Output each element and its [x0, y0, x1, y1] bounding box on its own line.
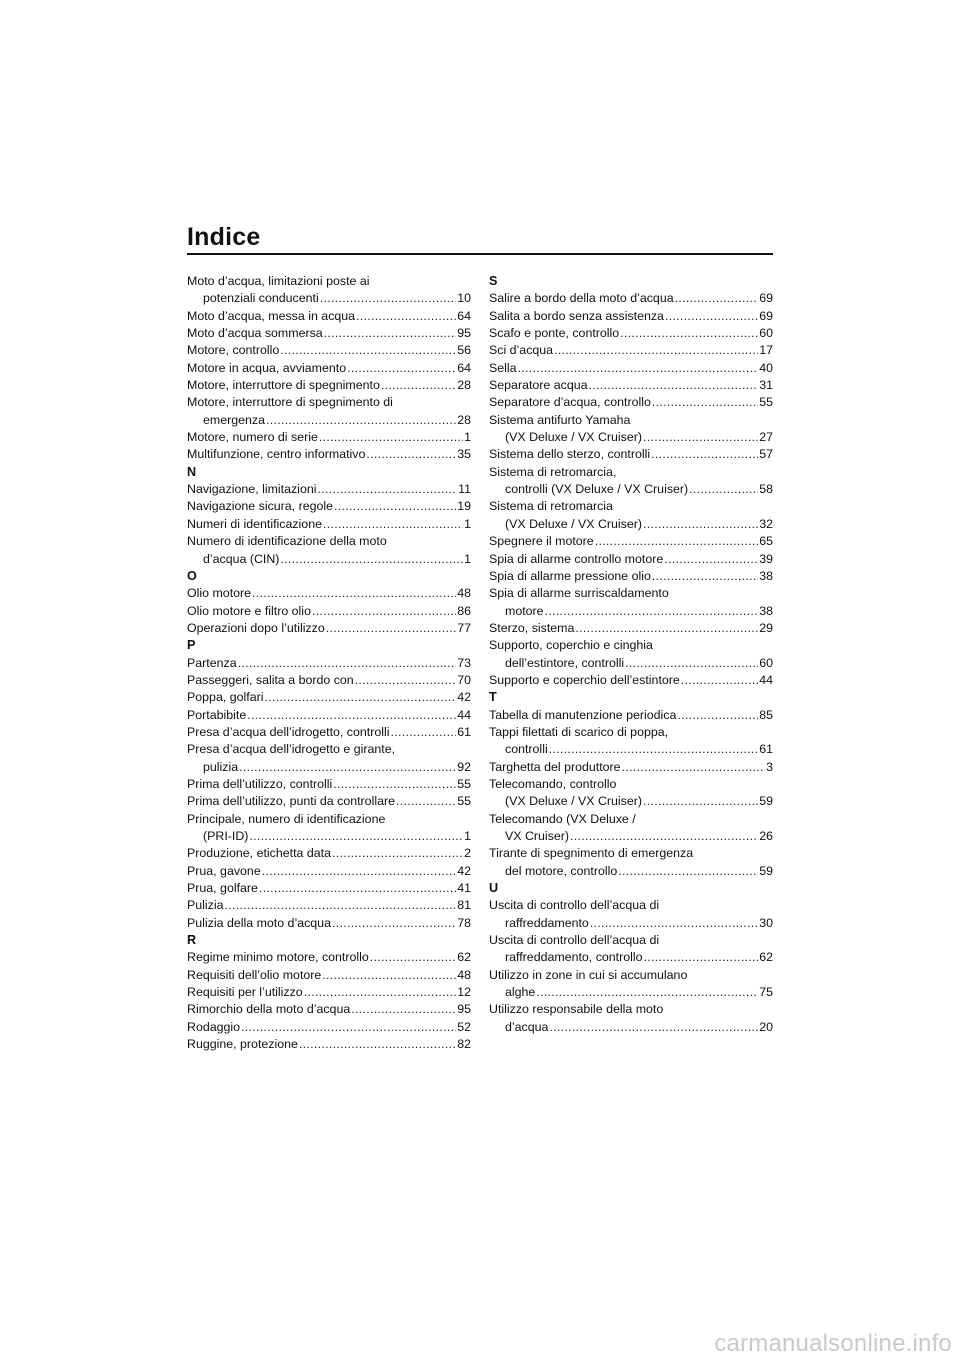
index-entry-text: Portabibite	[187, 707, 247, 722]
page-number: 44	[457, 707, 471, 722]
index-entry-text: Tappi filettati di scarico di poppa,	[489, 724, 669, 739]
index-entry-text: (PRI-ID)	[203, 829, 249, 843]
index-entry-text: Supporto, coperchio e cinghia	[489, 638, 653, 653]
page-number: 56	[457, 343, 471, 358]
page-number: 2	[464, 846, 471, 861]
index-entry	[489, 377, 773, 394]
dot-leader	[322, 967, 456, 984]
index-entry-text: del motore, controllo	[505, 863, 618, 878]
index-entry-text: alghe	[505, 985, 536, 1000]
index-entry	[187, 516, 471, 533]
dot-leader	[643, 429, 758, 446]
page-number: 17	[759, 343, 773, 358]
index-entry-text: Operazioni dopo l’utilizzo	[187, 620, 325, 635]
dot-leader	[664, 551, 758, 568]
dot-leader	[643, 516, 758, 533]
index-entry	[489, 568, 773, 585]
index-entry	[489, 290, 773, 307]
dot-leader	[590, 915, 758, 932]
dot-leader	[652, 568, 758, 585]
dot-leader	[280, 342, 456, 359]
dot-leader	[320, 290, 456, 307]
index-entry-text: Requisiti per l’utilizzo	[187, 985, 303, 1000]
index-entry-text: Presa d’acqua dell’idrogetto, controlli	[187, 724, 390, 739]
dot-leader	[549, 1019, 758, 1036]
index-entry-text: Motore, interruttore di spegnimento	[187, 378, 380, 393]
dot-leader	[575, 620, 758, 637]
index-entry-text: Separatore d’acqua, controllo	[489, 395, 651, 410]
index-entry-text: Produzione, etichetta data	[187, 846, 331, 861]
index-entry-text: Regime minimo motore, controllo	[187, 950, 369, 965]
index-entry	[489, 707, 773, 724]
page-number: 10	[457, 291, 471, 306]
page-number: 64	[457, 360, 471, 375]
index-entry	[489, 412, 773, 447]
dot-leader	[665, 308, 758, 325]
section-letter: S	[489, 274, 498, 288]
page-number: 70	[457, 672, 471, 687]
index-entry-text: (VX Deluxe / VX Cruiser)	[505, 516, 643, 531]
index-entry	[187, 845, 471, 862]
page-number: 78	[457, 915, 471, 930]
index-entry-text: Poppa, golfari	[187, 690, 264, 705]
index-entry	[187, 1019, 471, 1036]
index-entry-text: Prima dell’utilizzo, controlli	[187, 776, 333, 791]
index-entry-text: Prima dell’utilizzo, punti da controllare	[187, 794, 395, 809]
dot-leader	[689, 481, 758, 498]
index-entry-text: dell’estintore, controlli	[505, 655, 625, 670]
page-number: 82	[457, 1037, 471, 1052]
dot-leader	[644, 949, 759, 966]
page-number: 42	[457, 690, 471, 705]
dot-leader	[651, 446, 758, 463]
section-letter: U	[489, 881, 499, 896]
page-number: 95	[457, 1002, 471, 1017]
dot-leader	[589, 377, 759, 394]
page-number: 44	[759, 672, 773, 687]
index-entry	[489, 533, 773, 550]
dot-leader	[652, 394, 758, 411]
page-number: 31	[759, 378, 773, 393]
index-entry-text: Numeri di identificazione	[187, 516, 322, 531]
index-entry-text: Numero di identificazione della moto	[187, 534, 387, 549]
page-number: 57	[759, 447, 773, 462]
index-entry	[187, 863, 471, 880]
dot-leader	[317, 481, 457, 498]
index-entry	[187, 949, 471, 966]
index-entry	[489, 342, 773, 359]
page-number: 61	[457, 724, 471, 739]
page-number: 41	[457, 881, 471, 896]
index-entry-text: potenziali conducenti	[203, 291, 319, 306]
index-entry-text: Motore, numero di serie	[187, 430, 318, 445]
page-number: 11	[458, 482, 471, 497]
index-entry-text: Pulizia	[187, 898, 224, 913]
dot-leader	[323, 516, 463, 533]
index-entry	[489, 672, 773, 689]
dot-leader	[299, 1036, 456, 1053]
dot-leader	[241, 1019, 456, 1036]
index-entry	[187, 603, 471, 620]
index-entry	[489, 620, 773, 637]
index-entry	[489, 498, 773, 533]
index-entry-text: Multifunzione, centro informativo	[187, 447, 366, 462]
dot-leader	[366, 446, 456, 463]
index-entry	[489, 724, 773, 759]
index-entry-text: Navigazione sicura, regole	[187, 499, 334, 514]
page-number: 12	[457, 985, 471, 1000]
index-entry	[187, 394, 471, 429]
dot-leader	[545, 603, 759, 620]
section-letter: R	[187, 933, 197, 948]
page-number: 59	[759, 863, 773, 878]
page-number: 28	[457, 412, 471, 427]
index-entry-text: (VX Deluxe / VX Cruiser)	[505, 430, 643, 445]
dot-leader	[675, 290, 759, 307]
index-entry	[187, 620, 471, 637]
section-letter: O	[187, 568, 197, 583]
index-entry-text: pulizia	[203, 759, 239, 774]
dot-leader	[326, 620, 456, 637]
page-number: 69	[759, 308, 773, 323]
index-entry-text: controlli	[505, 742, 548, 757]
index-entry-text: Sistema dello sterzo, controlli	[489, 447, 651, 462]
index-entry-text: Sella	[489, 360, 517, 375]
dot-leader	[643, 793, 758, 810]
index-entry-text: Supporto e coperchio dell’estintore	[489, 672, 680, 687]
page-number: 3	[766, 759, 773, 774]
dot-leader	[370, 949, 456, 966]
dot-leader	[396, 793, 456, 810]
index-entry-text: Spegnere il motore	[489, 534, 594, 549]
page-number: 60	[759, 326, 773, 341]
index-entry	[187, 984, 471, 1001]
page-number: 38	[759, 568, 773, 583]
index-entry	[187, 360, 471, 377]
index-entry	[489, 1001, 773, 1036]
index-entry-text: Uscita di controllo dell’acqua di	[489, 898, 660, 913]
page-number: 62	[457, 950, 471, 965]
index-entry	[187, 915, 471, 932]
page-title: Indice	[187, 223, 261, 251]
page-number: 64	[457, 308, 471, 323]
index-entry-text: Sci d’acqua	[489, 343, 554, 358]
dot-leader	[622, 759, 766, 776]
dot-leader	[247, 707, 456, 724]
index-entry-text: Olio motore	[187, 586, 252, 601]
index-entry-text: d’acqua	[505, 1019, 549, 1034]
page-number: 81	[457, 898, 471, 913]
dot-leader	[595, 533, 759, 550]
index-column-right	[489, 273, 773, 1036]
index-entry-text: Telecomando, controllo	[489, 776, 617, 791]
page-number: 60	[759, 655, 773, 670]
dot-leader	[554, 342, 758, 359]
index-entry	[187, 811, 471, 846]
index-entry	[489, 776, 773, 811]
page-number: 86	[457, 603, 471, 618]
dot-leader	[312, 603, 456, 620]
index-entry	[187, 672, 471, 689]
dot-leader	[351, 1001, 456, 1018]
dot-leader	[280, 551, 463, 568]
dot-leader	[225, 897, 457, 914]
index-entry	[489, 759, 773, 776]
page-number: 40	[759, 360, 773, 375]
dot-leader	[239, 759, 456, 776]
index-entry-text: motore	[505, 603, 544, 618]
page-number: 28	[457, 378, 471, 393]
page-number: 38	[759, 603, 773, 618]
index-column-left	[187, 273, 471, 1053]
index-entry-text: Utilizzo in zone in cui si accumulano	[489, 967, 688, 982]
index-entry-text: emergenza	[203, 412, 265, 427]
index-entry	[187, 325, 471, 342]
index-entry	[489, 845, 773, 880]
dot-leader	[570, 828, 758, 845]
index-entry	[489, 932, 773, 967]
dot-leader	[332, 915, 456, 932]
index-entry-text: Rimorchio della moto d’acqua	[187, 1002, 351, 1017]
page-number: 19	[457, 499, 471, 514]
page-number: 58	[759, 482, 773, 497]
dot-leader	[264, 689, 456, 706]
index-entry-text: Prua, golfare	[187, 881, 258, 896]
index-entry	[187, 1001, 471, 1018]
dot-leader	[536, 984, 758, 1001]
page-number: 55	[759, 395, 773, 410]
index-entry-text: Tirante di spegnimento di emergenza	[489, 846, 694, 861]
page-number: 73	[457, 655, 471, 670]
index-entry	[187, 655, 471, 672]
dot-leader	[262, 863, 456, 880]
index-entry-text: d’acqua (CIN)	[203, 551, 280, 566]
index-entry	[489, 446, 773, 463]
dot-leader	[249, 828, 463, 845]
page-number: 92	[457, 759, 471, 774]
index-entry-text: Targhetta del produttore	[489, 759, 621, 774]
dot-leader	[333, 776, 456, 793]
index-entry-text: Sterzo, sistema	[489, 620, 575, 635]
dot-leader	[332, 845, 463, 862]
index-entry	[187, 446, 471, 463]
index-entry	[187, 342, 471, 359]
index-entry-text: Sistema antifurto Yamaha	[489, 412, 631, 427]
index-entry	[489, 811, 773, 846]
page-number: 30	[759, 915, 773, 930]
index-entry-text: raffreddamento, controllo	[505, 950, 643, 965]
page-number: 32	[759, 516, 773, 531]
index-entry	[187, 793, 471, 810]
index-entry-text: Principale, numero di identificazione	[187, 811, 386, 826]
index-entry-text: Utilizzo responsabile della moto	[489, 1002, 664, 1017]
section-letter: P	[187, 638, 196, 653]
index-entry-text: Ruggine, protezione	[187, 1037, 298, 1052]
dot-leader	[266, 412, 456, 429]
page-number: 1	[464, 551, 471, 566]
index-entry	[489, 464, 773, 499]
index-entry-text: (VX Deluxe / VX Cruiser)	[505, 794, 643, 809]
index-entry	[187, 724, 471, 741]
page-number: 48	[457, 967, 471, 982]
page-number: 55	[457, 794, 471, 809]
watermark: carmanualsonline.info	[714, 1330, 952, 1357]
dot-leader	[259, 880, 456, 897]
page-number: 77	[457, 620, 471, 635]
index-entry-text: Separatore acqua	[489, 378, 588, 393]
dot-leader	[677, 707, 758, 724]
page-number: 48	[457, 586, 471, 601]
index-entry-text: Moto d’acqua sommersa	[187, 326, 323, 341]
title-rule	[187, 253, 773, 255]
index-entry-text: Uscita di controllo dell’acqua di	[489, 933, 660, 948]
page-number: 1	[464, 516, 471, 531]
dot-leader	[549, 741, 759, 758]
page-number: 27	[759, 430, 773, 445]
dot-leader	[391, 724, 457, 741]
index-entry	[187, 707, 471, 724]
dot-leader	[319, 429, 463, 446]
index-entry	[187, 741, 471, 776]
index-entry-text: Sistema di retromarcia	[489, 499, 613, 514]
index-entry	[489, 585, 773, 620]
index-entry	[187, 498, 471, 515]
page-number: 29	[759, 620, 773, 635]
page-number: 62	[759, 950, 773, 965]
index-entry	[187, 689, 471, 706]
index-entry	[187, 308, 471, 325]
index-entry-text: Olio motore e filtro olio	[187, 603, 311, 618]
index-entry-text: Presa d’acqua dell’idrogetto e girante,	[187, 742, 396, 757]
index-entry	[187, 967, 471, 984]
dot-leader	[681, 672, 758, 689]
index-entry-text: Salita a bordo senza assistenza	[489, 308, 664, 323]
dot-leader	[347, 360, 456, 377]
page-number: 1	[464, 430, 471, 445]
page-number: 20	[759, 1019, 773, 1034]
index-entry	[187, 273, 471, 308]
dot-leader	[355, 672, 457, 689]
page-number: 61	[759, 742, 773, 757]
index-entry-text: Sistema di retromarcia,	[489, 464, 617, 479]
dot-leader	[238, 655, 457, 672]
index-entry-text: Telecomando (VX Deluxe /	[489, 811, 636, 826]
index-entry-text: Spia di allarme controllo motore	[489, 551, 664, 566]
index-entry	[489, 897, 773, 932]
dot-leader	[324, 325, 457, 342]
index-entry	[187, 429, 471, 446]
index-entry-text: Requisiti dell’olio motore	[187, 967, 322, 982]
index-entry-text: Moto d’acqua, limitazioni poste ai	[187, 274, 370, 288]
index-entry	[187, 533, 471, 568]
index-entry-text: Motore in acqua, avviamento	[187, 360, 347, 375]
index-entry-text: Salire a bordo della moto d’acqua	[489, 291, 674, 306]
index-entry	[489, 967, 773, 1002]
dot-leader	[356, 308, 456, 325]
dot-leader	[334, 498, 456, 515]
index-entry-text: Scafo e ponte, controllo	[489, 326, 620, 341]
index-entry-text: Spia di allarme pressione olio	[489, 568, 651, 583]
index-entry	[187, 1036, 471, 1053]
index-entry-text: Tabella di manutenzione periodica	[489, 707, 677, 722]
index-entry	[187, 897, 471, 914]
index-entry-text: Motore, controllo	[187, 343, 280, 358]
page-number: 42	[457, 863, 471, 878]
index-entry-text: Navigazione, limitazioni	[187, 482, 317, 497]
index-entry	[489, 394, 773, 411]
index-entry	[489, 325, 773, 342]
dot-leader	[618, 863, 758, 880]
page-number: 65	[759, 534, 773, 549]
page-number: 95	[457, 326, 471, 341]
section-letter: N	[187, 464, 197, 479]
dot-leader	[381, 377, 456, 394]
page-number: 26	[759, 829, 773, 843]
page-number: 55	[457, 776, 471, 791]
index-entry-text: controlli (VX Deluxe / VX Cruiser)	[505, 482, 689, 497]
index-entry	[489, 551, 773, 568]
index-entry	[187, 481, 471, 498]
dot-leader	[518, 360, 759, 377]
index-entry	[187, 377, 471, 394]
dot-leader	[304, 984, 457, 1001]
page-number: 1	[464, 829, 471, 843]
index-entry-text: Spia di allarme surriscaldamento	[489, 586, 669, 601]
page-number: 39	[759, 551, 773, 566]
index-entry	[187, 880, 471, 897]
page-number: 69	[759, 291, 773, 306]
index-entry-text: VX Cruiser)	[505, 829, 570, 843]
dot-leader	[620, 325, 758, 342]
index-entry-text: Partenza	[187, 655, 237, 670]
index-entry	[187, 776, 471, 793]
index-entry-text: Moto d’acqua, messa in acqua	[187, 308, 356, 323]
index-entry	[489, 637, 773, 672]
page-number: 35	[457, 447, 471, 462]
page-number: 75	[759, 985, 773, 1000]
index-entry-text: Motore, interruttore di spegnimento di	[187, 395, 393, 410]
page-number: 59	[759, 794, 773, 809]
index-entry	[489, 360, 773, 377]
index-entry-text: Prua, gavone	[187, 863, 261, 878]
section-letter: T	[489, 690, 497, 705]
dot-leader	[252, 585, 456, 602]
index-entry	[489, 308, 773, 325]
index-entry-text: Passeggeri, salita a bordo con	[187, 672, 354, 687]
index-entry-text: Rodaggio	[187, 1019, 241, 1034]
page-number: 52	[457, 1019, 471, 1034]
dot-leader	[625, 655, 758, 672]
index-entry-text: raffreddamento	[505, 915, 589, 930]
page-number: 85	[759, 707, 773, 722]
index-entry	[187, 585, 471, 602]
index-entry-text: Pulizia della moto d’acqua	[187, 915, 331, 930]
